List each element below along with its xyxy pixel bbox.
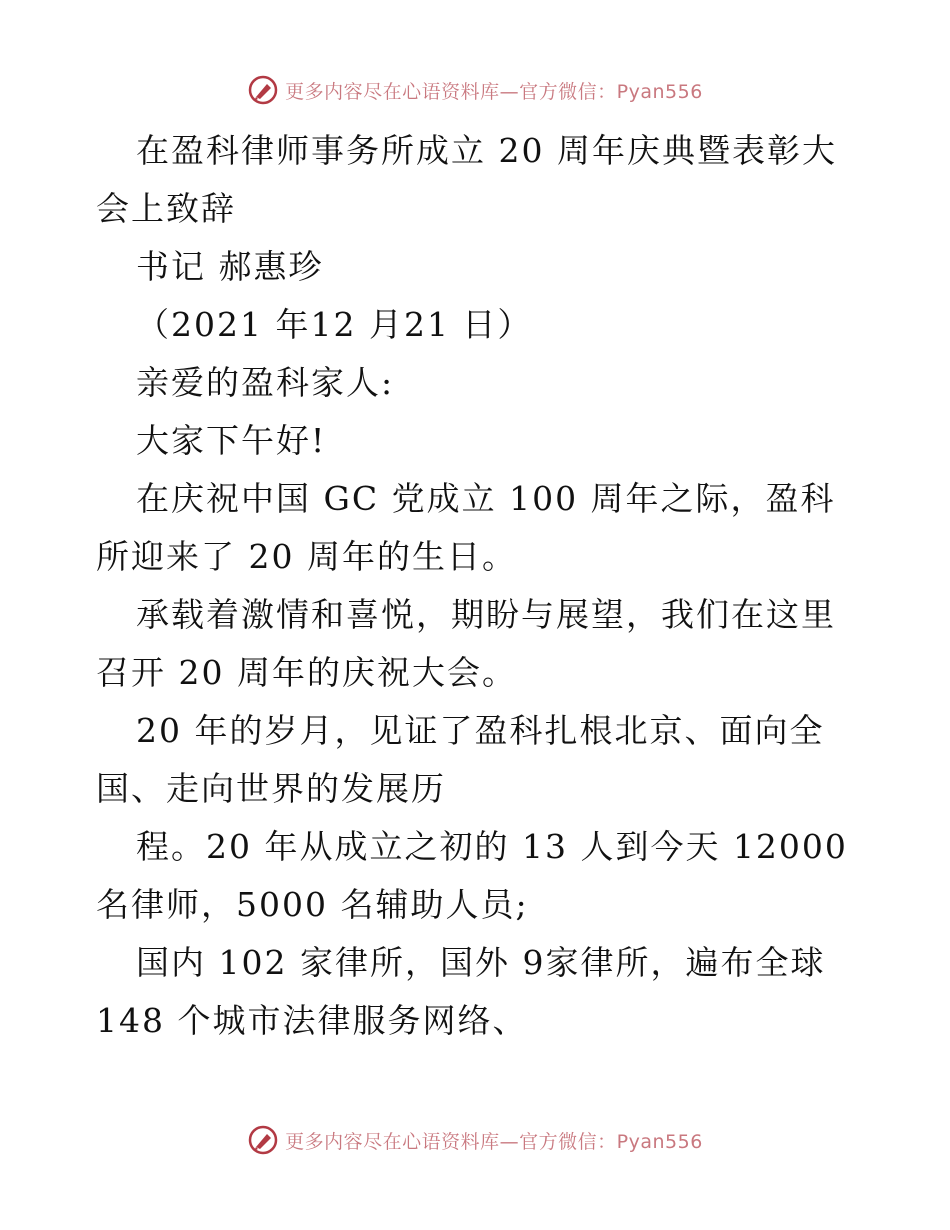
speaker-line: 书记 郝惠珍 (136, 247, 324, 286)
footer-banner (0, 1120, 950, 1160)
salutation: 亲爱的盈科家人: (136, 363, 395, 402)
paragraph: 20 年的岁月，见证了盈科扎根北京、面向全国、走向世界的发展历 (96, 711, 825, 808)
paragraph: 承载着激情和喜悦，期盼与展望，我们在这里召开 20 周年的庆祝大会。 (96, 595, 836, 692)
paragraph: 国内 102 家律所，国外 9家律所，遍布全球 148 个城市法律服务网络、 (96, 943, 826, 1040)
greeting: 大家下午好! (136, 421, 327, 460)
paragraph: 程。20 年从成立之初的 13 人到今天 12000 名律师，5000 名辅助人员; (96, 827, 848, 924)
banner-text: 更多内容尽在心语资料库—官方微信：Pyan556 (285, 80, 703, 103)
document-body (96, 122, 866, 1050)
banner-text: 更多内容尽在心语资料库—官方微信：Pyan556 (285, 1130, 703, 1153)
date-line: （2021 年12 月21 日） (136, 305, 533, 344)
document-title: 在盈科律师事务所成立 20 周年庆典暨表彰大会上致辞 (96, 131, 837, 228)
header-banner (0, 70, 950, 110)
pen-nib-icon (247, 74, 279, 106)
paragraph: 在庆祝中国 GC 党成立 100 周年之际，盈科所迎来了 20 周年的生日。 (96, 479, 836, 576)
pen-nib-icon (247, 1124, 279, 1156)
